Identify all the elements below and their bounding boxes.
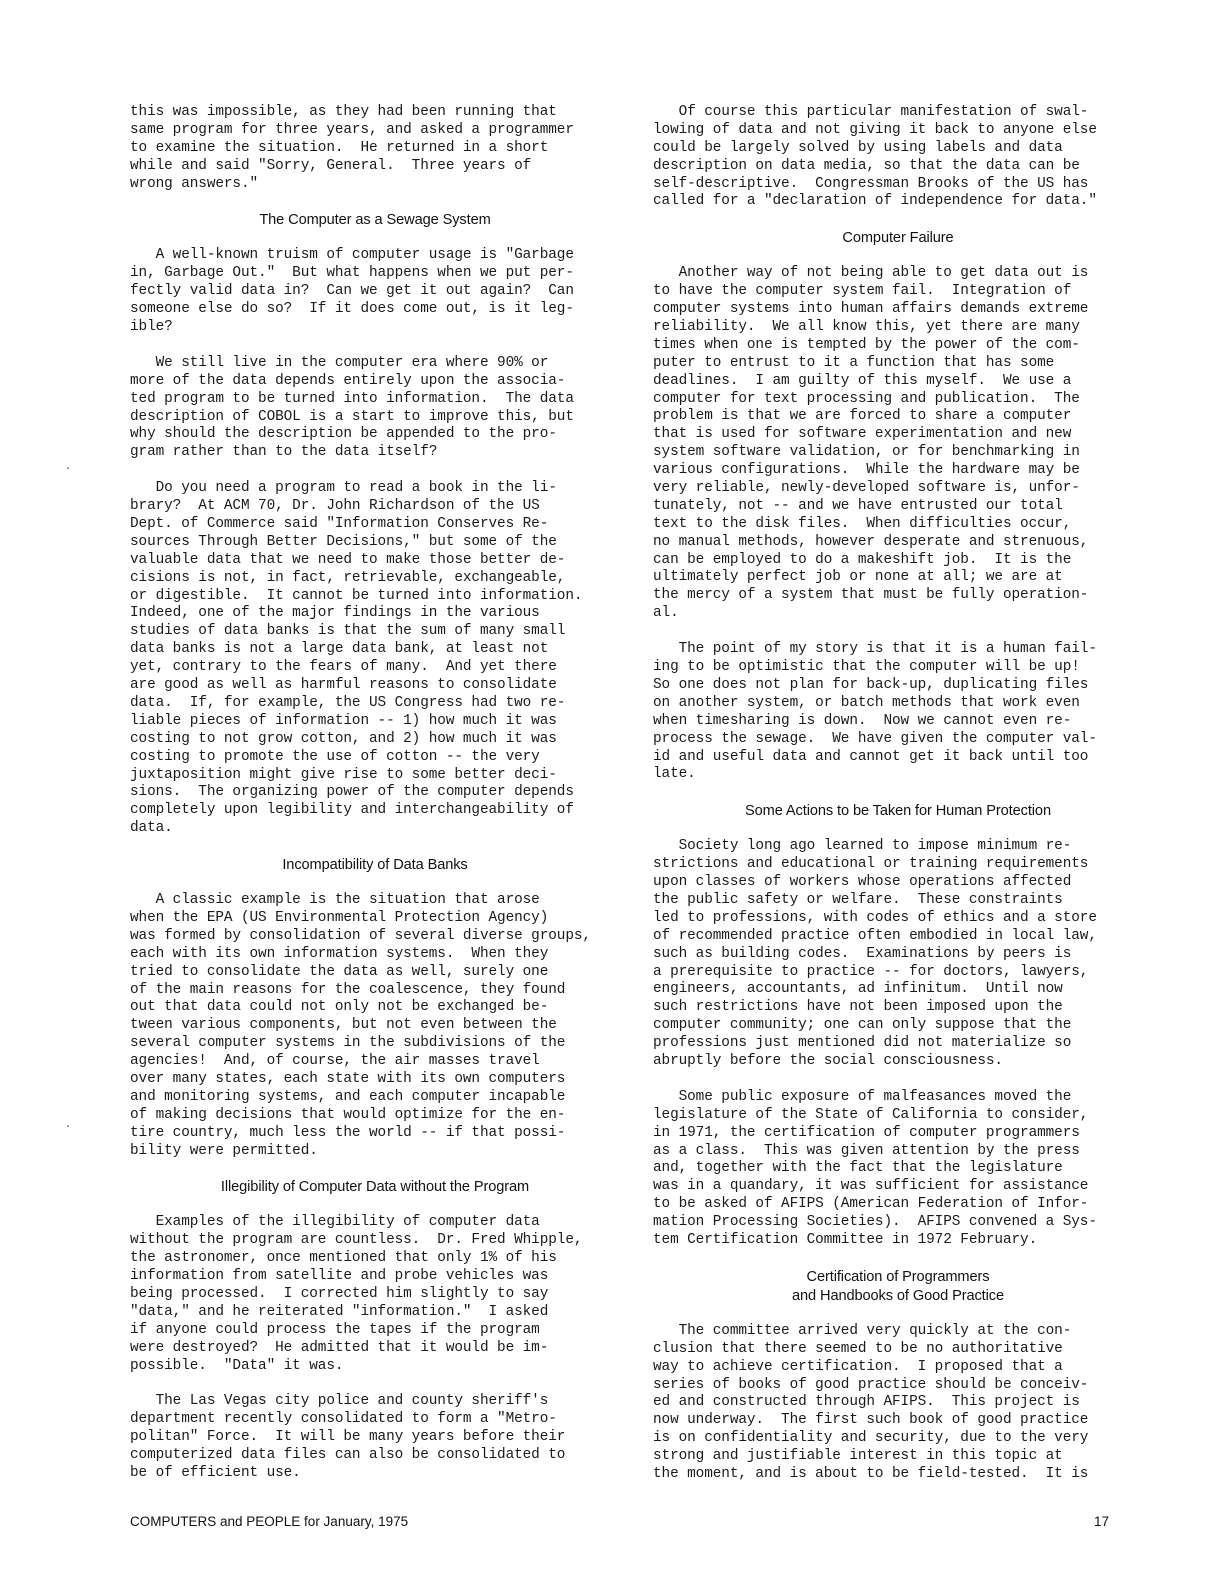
text-line: such restrictions have not been imposed upon the [653,999,1063,1016]
text-line: tween various components, but not even between the [130,1017,557,1034]
margin-mark: · [66,462,71,477]
text-line: such as building codes. Examinations by peers is [653,945,1072,962]
text-line: Some public exposure of malfeasances moved the [653,1088,1072,1105]
section-heading [130,856,620,875]
heading-line: and Handbooks of Good Practice [792,1287,1004,1304]
page-number: 17 [1094,1514,1110,1529]
text-line: tunately, not -- and we have entrusted our total [653,497,1063,514]
text-line: if anyone could process the tapes if the program [130,1321,540,1338]
text-line: same program for three years, and asked a programmer [130,121,574,138]
text-line: is on confidentiality and security, due to the very [653,1430,1089,1447]
text-line: the moment, and is about to be field-tested. It is [653,1466,1089,1482]
heading-line: Computer Failure [842,230,954,247]
text-line: times when one is tempted by the power of the com- [653,336,1080,353]
text-line: clusion that there seemed to be no authoritative [653,1340,1063,1357]
text-line: deadlines. I am guilty of this myself. We use a [653,372,1072,389]
text-line: and, together with the fact that the legislature [653,1160,1063,1177]
text-line: bility were permitted. [130,1142,318,1159]
text-line: "data," and he reiterated "information." I asked [130,1303,549,1320]
text-line: being processed. I corrected him slightly to say [130,1285,549,1302]
text-line: The point of my story is that it is a human fail- [653,641,1097,658]
text-line: cisions is not, in fact, retrievable, exchangeable, [130,569,566,586]
text-line: process the sewage. We have given the computer val- [653,730,1097,747]
text-line: are good as well as harmful reasons to consolidate [130,677,557,694]
text-line: self-descriptive. Congressman Brooks of the US has [653,175,1089,192]
heading-line: Incompatibility of Data Banks [282,857,468,874]
text-line: data. [130,820,173,837]
text-line: late. [653,766,696,783]
text-line: costing to not grow cotton, and 2) how much it was [130,730,557,747]
text-line: politan" Force. It will be many years before their [130,1429,566,1446]
text-line: ed and constructed through AFIPS. This project is [653,1394,1080,1411]
text-line: brary? At ACM 70, Dr. John Richardson of the US [130,498,540,515]
text-line: studies of data banks is that the sum of many small [130,623,566,640]
section-heading [653,1268,1143,1306]
text-line: why should the description be appended to the pro- [130,426,557,443]
text-line: to examine the situation. He returned in a short [130,139,549,156]
footer-publication: COMPUTERS and PEOPLE for January, 1975 [130,1514,409,1529]
paragraph [130,104,620,193]
text-line: mation Processing Societies). AFIPS convened a Sys- [653,1214,1097,1231]
text-line: ted program to be turned into information. The data [130,390,574,407]
text-line: computer systems into human affairs demands extreme [653,301,1089,318]
text-line: professions just mentioned did not materialize so [653,1035,1072,1052]
text-line: was formed by consolidation of several diverse groups, [130,927,591,944]
text-line: juxtaposition might give rise to some better deci- [130,766,557,783]
text-line: legislature of the State of California to consider, [653,1106,1089,1123]
text-line: information from satellite and probe vehicles was [130,1268,549,1285]
paragraph [653,838,1143,1071]
text-line: A well-known truism of computer usage is "Garbage [130,247,574,264]
text-line: that is used for software experimentation and new [653,426,1072,443]
text-line: the astronomer, once mentioned that only 1% of his [130,1250,557,1267]
text-line: series of books of good practice should be conceiv- [653,1376,1089,1393]
text-line: fectly valid data in? Can we get it out again? Can [130,283,574,300]
text-line: We still live in the computer era where 90% or [130,354,549,371]
text-line: gram rather than to the data itself? [130,444,438,461]
text-line: in, Garbage Out." But what happens when we put per- [130,265,574,282]
text-line: strictions and educational or training requirements [653,856,1089,873]
paragraph [653,265,1143,623]
text-line: over many states, each state with its own computers [130,1070,566,1087]
text-line: department recently consolidated to form a "Metro- [130,1411,557,1428]
section-heading [130,1178,620,1197]
text-line: the public safety or welfare. These constraints [653,891,1063,908]
text-line: al. [653,605,679,622]
text-line: when the EPA (US Environmental Protection Agency) [130,909,549,926]
paragraph [130,892,620,1160]
text-line: Indeed, one of the major findings in the various [130,605,540,622]
text-line: tire country, much less the world -- if that possi- [130,1124,566,1141]
text-line: problem is that we are forced to share a computer [653,408,1072,425]
text-line: out that data could not only not be exchanged be- [130,999,549,1016]
text-line: system software validation, or for benchmarking in [653,444,1080,461]
left-column [130,104,620,1501]
section-heading [653,802,1143,821]
text-line: reliability. We all know this, yet there are many [653,319,1080,336]
paragraph [130,480,620,838]
text-line: abruptly before the social consciousness. [653,1052,1003,1069]
text-line: were destroyed? He admitted that it would be im- [130,1339,549,1356]
heading-line: Some Actions to be Taken for Human Protection [745,803,1051,820]
text-line: computerized data files can also be consolidated to [130,1447,566,1464]
text-line: valuable data that we need to make those better de- [130,551,566,568]
text-line: Another way of not being able to get data out is [653,265,1089,282]
text-line: description of COBOL is a start to improve this, but [130,408,574,425]
section-heading [653,229,1143,248]
text-line: The committee arrived very quickly at the con- [653,1322,1072,1339]
text-line: text to the disk files. When difficulties occur, [653,515,1072,532]
paragraph [130,1214,620,1375]
text-line: while and said "Sorry, General. Three years of [130,157,532,174]
text-line: upon classes of workers whose operations affected [653,874,1072,891]
heading-line: The Computer as a Sewage System [259,212,491,229]
text-line: led to professions, with codes of ethics and a store [653,909,1097,926]
text-line: wrong answers." [130,175,259,192]
paragraph [130,247,620,336]
text-line: sources Through Better Decisions," but some of the [130,533,557,550]
paragraph [653,1089,1143,1250]
text-line: yet, contrary to the fears of many. And yet there [130,659,557,676]
heading-line: Illegibility of Computer Data without the Program [220,1179,530,1196]
text-line: various configurations. While the hardware may be [653,462,1080,479]
text-line: lowing of data and not giving it back to anyone else [653,121,1097,138]
text-line: description on data media, so that the data can be [653,157,1080,174]
text-line: tem Certification Committee in 1972 February. [653,1231,1038,1248]
paragraph [653,641,1143,784]
text-line: possible. "Data" it was. [130,1357,344,1374]
paragraph [653,104,1143,211]
text-line: id and useful data and cannot get it back until too [653,748,1089,765]
text-line: The Las Vegas city police and county sheriff's [130,1393,549,1410]
text-line: data. If, for example, the US Congress had two re- [130,694,566,711]
text-line: Society long ago learned to impose minimum re- [653,838,1072,855]
text-line: to be asked of AFIPS (American Federation of Infor- [653,1196,1089,1213]
text-line: ible? [130,319,173,336]
text-line: could be largely solved by using labels and data [653,139,1063,156]
text-line: and monitoring systems, and each computer incapable [130,1088,566,1105]
text-line: someone else do so? If it does come out, is it leg- [130,301,574,318]
text-line: a prerequisite to practice -- for doctors, lawyers, [653,963,1089,980]
text-line: way to achieve certification. I proposed that a [653,1358,1063,1375]
text-line: computer for text processing and publication. The [653,390,1080,407]
text-line: can be employed to do a makeshift job. It is the [653,551,1072,568]
section-heading [130,211,620,230]
text-line: Examples of the illegibility of computer data [130,1214,540,1231]
text-line: computer community; one can only suppose that the [653,1017,1072,1034]
text-line: as a class. This was given attention by the press [653,1142,1080,1159]
text-line: puter to entrust to it a function that has some [653,354,1055,371]
text-line: the mercy of a system that must be fully operation- [653,587,1089,604]
text-line: very reliable, newly-developed software is, unfor- [653,480,1080,497]
text-line: to have the computer system fail. Integration of [653,283,1072,300]
heading-line: Certification of Programmers [806,1268,990,1285]
text-line: liable pieces of information -- 1) how much it was [130,712,557,729]
text-line: now underway. The first such book of good practice [653,1412,1089,1429]
text-line: was in a quandary, it was sufficient for assistance [653,1178,1089,1195]
text-line: So one does not plan for back-up, duplicating files [653,676,1089,693]
text-line: Dept. of Commerce said "Information Conserves Re- [130,516,549,533]
text-line: of making decisions that would optimize for the en- [130,1106,566,1123]
text-line: without the program are countless. Dr. Fred Whipple, [130,1232,583,1249]
text-line: of the main reasons for the coalescence, they found [130,981,566,998]
margin-mark: · [66,1120,71,1135]
text-line: Do you need a program to read a book in the li- [130,480,557,497]
right-column [653,104,1143,1502]
text-line: no manual methods, however desperate and strenuous, [653,533,1089,550]
text-line: strong and justifiable interest in this topic at [653,1448,1063,1465]
text-line: completely upon legibility and interchangeability of [130,802,574,819]
paragraph [653,1323,1143,1484]
text-line: each with its own information systems. When they [130,945,549,962]
text-line: sions. The organizing power of the computer depends [130,784,574,801]
text-line: of recommended practice often embodied in local law, [653,927,1097,944]
text-line: be of efficient use. [130,1465,301,1481]
text-line: called for a "declaration of independence for data." [653,193,1097,210]
text-line: in 1971, the certification of computer programmers [653,1124,1080,1141]
text-line: more of the data depends entirely upon the associa- [130,372,566,389]
paragraph [130,355,620,462]
text-line: Of course this particular manifestation of swal- [653,104,1089,120]
text-line: data banks is not a large data bank, at least not [130,641,549,658]
text-line: costing to promote the use of cotton -- the very [130,748,540,765]
text-line: ultimately perfect job or none at all; we are at [653,569,1063,586]
paragraph [130,1393,620,1482]
text-line: A classic example is the situation that arose [130,892,540,909]
text-line: on another system, or batch methods that work even [653,694,1080,711]
text-line: this was impossible, as they had been running that [130,104,557,120]
text-line: agencies! And, of course, the air masses travel [130,1053,540,1070]
text-line: several computer systems in the subdivisions of the [130,1035,566,1052]
text-line: engineers, accountants, ad infinitum. Until now [653,981,1063,998]
text-line: when timesharing is down. Now we cannot even re- [653,712,1072,729]
text-line: tried to consolidate the data as well, surely one [130,963,549,980]
text-line: ing to be optimistic that the computer will be up! [653,659,1080,676]
text-line: or digestible. It cannot be turned into information. [130,587,583,604]
